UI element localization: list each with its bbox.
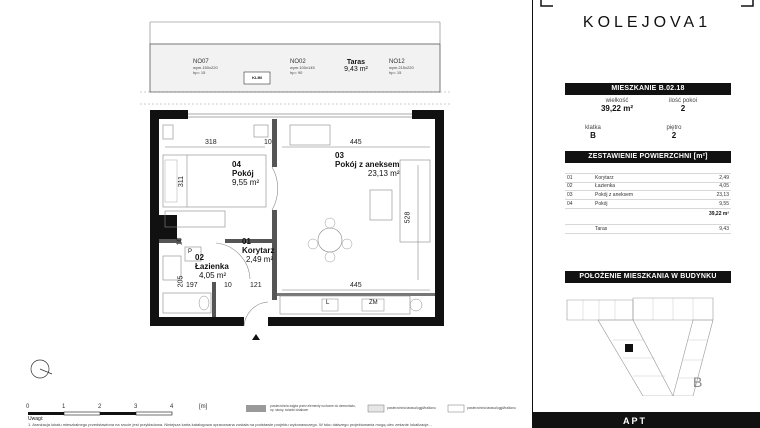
dim-445-bottom: 445 xyxy=(350,282,362,289)
brand-corner-marks xyxy=(533,0,760,60)
dim-445-top: 445 xyxy=(350,139,362,146)
notes-text: 1. Aranżacja lokalu mieszkalnego przedstawiona na rzucie jest przykładowa. Niniejsza karta katalogowa opracowana została na podstawie projektu wykonawczego. W toku dalszego projektowania mogą ulec zmianie lokalizacje... xyxy=(28,422,432,427)
summary-total: 39,22 m² xyxy=(708,211,729,217)
scale-tick-2: 2 xyxy=(98,404,102,410)
dim-121: 121 xyxy=(250,282,262,289)
scale-tick-0: 0 xyxy=(26,404,30,410)
summary-row: 04 Pokój 9,55 xyxy=(567,201,729,207)
room-label-01: 01 Korytarz 2,49 m² xyxy=(242,237,275,264)
apartment-header: MIESZKANIE B.02.18 xyxy=(565,83,731,95)
floor-value: 2 xyxy=(671,131,677,140)
legend-swatch-terrace-2 xyxy=(448,405,464,412)
klima-label: KLIM xyxy=(252,75,262,80)
building-letter: B xyxy=(693,374,703,390)
legend-text-1: powierzchnia zajęta przez elementy ruchome do demontażu, np. skosy, ścianki działowe xyxy=(270,404,356,412)
window-label-3: NO12 wym.215x220 hp= 15 xyxy=(389,59,414,75)
outer-wall-bottom-left xyxy=(150,317,244,326)
mark-l: L xyxy=(326,300,330,306)
scale-bar xyxy=(28,412,172,415)
outer-wall-bottom-right xyxy=(268,317,444,326)
footer-logo: APT xyxy=(623,416,647,426)
legend-text-2: powierzchnia tarasu/loggii/balkonu xyxy=(387,406,436,410)
summary-header: ZESTAWIENIE POWIERZCHNI [m²] xyxy=(565,151,731,163)
outer-wall-left xyxy=(150,110,159,326)
scale-unit: [m] xyxy=(199,404,208,410)
room-label-04: 04 Pokój 9,55 m² xyxy=(232,160,260,187)
apartment-marker xyxy=(625,344,633,352)
area-value: 39,22 m² xyxy=(600,104,634,113)
dim-10-c: 10 xyxy=(224,282,232,289)
room-label-03: 03 Pokój z aneksem 23,13 m² xyxy=(335,151,400,178)
stair-label: klatka xyxy=(585,125,601,131)
brand-logo: KOLEJOVA1 xyxy=(582,14,712,31)
area-label: wielkość xyxy=(605,98,629,104)
summary-row: 03 Pokój z aneksem 23,13 xyxy=(567,192,729,198)
legend-text-3: powierzchnia tarasu/loggii/balkonu xyxy=(467,406,516,410)
window-label-1: NO07 wym.150x220 hp= 15 xyxy=(193,59,218,75)
dim-318: 318 xyxy=(205,139,217,146)
rooms-value: 2 xyxy=(680,104,686,113)
notes-title: Uwagi: xyxy=(28,416,44,422)
scale-tick-3: 3 xyxy=(134,404,138,410)
mark-zm: ZM xyxy=(369,300,378,306)
scale-tick-4: 4 xyxy=(170,404,174,410)
terrace-label: Taras 9,43 m² xyxy=(344,59,368,73)
rooms-label: ilość pokoi xyxy=(668,98,697,104)
scale-tick-1: 1 xyxy=(62,404,66,410)
dim-197: 197 xyxy=(186,282,198,289)
dim-10-b: 10 xyxy=(176,237,184,246)
building-location-map xyxy=(563,290,738,396)
floor-label: piętro xyxy=(666,125,682,131)
window-label-2: NO02 wym.100x145 hp= 90 xyxy=(290,59,315,75)
info-panel xyxy=(532,0,760,428)
entrance-arrow-icon xyxy=(252,334,260,340)
dim-205: 205 xyxy=(177,275,185,288)
dim-311: 311 xyxy=(178,175,186,188)
stair-value: B xyxy=(590,131,596,140)
legend-swatch-removable xyxy=(246,405,266,412)
room-label-02: 02 Łazienka 4,05 m² xyxy=(195,253,229,280)
legend-swatch-terrace xyxy=(368,405,384,412)
dim-528: 528 xyxy=(404,211,412,224)
outer-wall-right xyxy=(435,110,444,326)
summary-row: 02 Łazienka 4,05 xyxy=(567,183,729,189)
summary-terrace-row: Taras 9,43 xyxy=(565,224,731,234)
summary-row: 01 Korytarz 2,49 xyxy=(567,175,729,181)
location-header: POŁOŻENIE MIESZKANIA W BUDYNKU xyxy=(565,271,731,283)
dim-10-a: 10 xyxy=(264,139,272,146)
mark-p: P xyxy=(188,249,193,255)
